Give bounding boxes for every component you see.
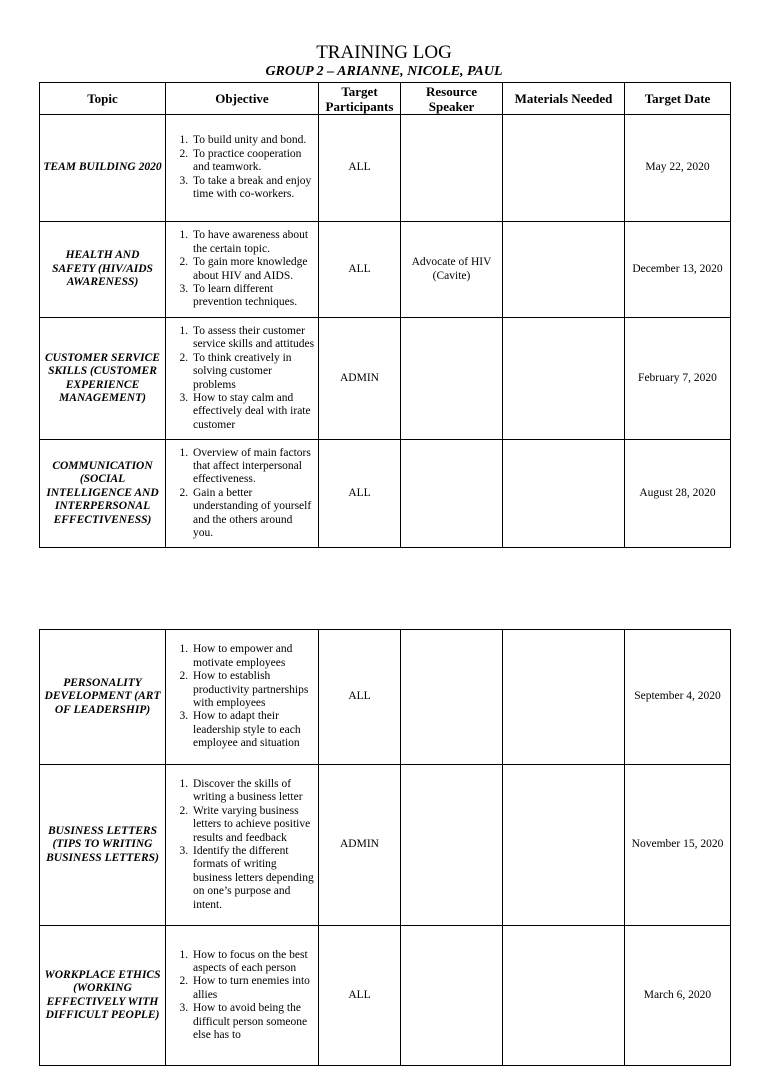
objective-item: 3. How to adapt their leadership style to each employee and situation	[191, 710, 315, 750]
header-target-participants: Target Participants	[319, 83, 401, 115]
table-row	[40, 440, 731, 548]
resource-speaker-cell	[401, 926, 503, 1066]
resource-speaker-cell: Advocate of HIV (Cavite)	[401, 222, 503, 318]
objective-item: 3. Identify the different formats of writing business letters depending on one’s purpose and intent.	[191, 845, 315, 912]
objective-item: 2. To think creatively in solving customer problems	[191, 352, 315, 392]
objective-item: 1. To build unity and bond.	[191, 134, 315, 147]
objective-list	[169, 229, 315, 309]
table-row	[40, 115, 731, 222]
objective-cell	[166, 926, 319, 1066]
topic-cell: HEALTH AND SAFETY (HIV/AIDS AWARENESS)	[40, 222, 166, 318]
objective-cell	[166, 222, 319, 318]
header-resource-speaker: Resource Speaker	[401, 83, 503, 115]
objective-item: 3. To learn different prevention techniques.	[191, 283, 315, 310]
objective-item: 2. How to turn enemies into allies	[191, 975, 315, 1002]
training-log-table-continued	[39, 629, 731, 1066]
topic-cell: BUSINESS LETTERS (TIPS TO WRITING BUSINESS LETTERS)	[40, 765, 166, 926]
objective-item: 1. To have awareness about the certain topic.	[191, 229, 315, 256]
objective-item: 1. To assess their customer service skills and attitudes	[191, 325, 315, 352]
materials-cell	[503, 926, 625, 1066]
materials-cell	[503, 318, 625, 440]
objective-cell	[166, 765, 319, 926]
resource-speaker-cell	[401, 630, 503, 765]
target-date-cell: November 15, 2020	[625, 765, 731, 926]
topic-cell: TEAM BUILDING 2020	[40, 115, 166, 222]
topic-cell: WORKPLACE ETHICS (WORKING EFFECTIVELY WITH DIFFICULT PEOPLE)	[40, 926, 166, 1066]
materials-cell	[503, 630, 625, 765]
objective-list	[169, 949, 315, 1043]
objective-item: 2. Gain a better understanding of yourself and the others around you.	[191, 487, 315, 541]
participants-cell: ADMIN	[319, 318, 401, 440]
table-row	[40, 765, 731, 926]
resource-speaker-cell	[401, 318, 503, 440]
target-date-cell: September 4, 2020	[625, 630, 731, 765]
table-row	[40, 630, 731, 765]
participants-cell: ALL	[319, 115, 401, 222]
objective-item: 2. To practice cooperation and teamwork.	[191, 148, 315, 175]
header-row	[40, 83, 731, 115]
objective-item: 1. Overview of main factors that affect interpersonal effectiveness.	[191, 447, 315, 487]
topic-cell: PERSONALITY DEVELOPMENT (ART OF LEADERSHIP)	[40, 630, 166, 765]
objective-item: 1. How to empower and motivate employees	[191, 643, 315, 670]
resource-speaker-cell	[401, 440, 503, 548]
participants-cell: ADMIN	[319, 765, 401, 926]
target-date-cell: February 7, 2020	[625, 318, 731, 440]
objective-list	[169, 325, 315, 432]
header-objective: Objective	[166, 83, 319, 115]
objective-item: 2. To gain more knowledge about HIV and AIDS.	[191, 256, 315, 283]
materials-cell	[503, 765, 625, 926]
objective-item: 2. Write varying business letters to achieve positive results and feedback	[191, 805, 315, 845]
objective-item: 3. To take a break and enjoy time with co-workers.	[191, 175, 315, 202]
objective-list	[169, 643, 315, 750]
topic-cell: COMMUNICATION (SOCIAL INTELLIGENCE AND INTERPERSONAL EFFECTIVENESS)	[40, 440, 166, 548]
objective-list	[169, 778, 315, 912]
objective-cell	[166, 115, 319, 222]
objective-list	[169, 134, 315, 201]
table-row	[40, 926, 731, 1066]
participants-cell: ALL	[319, 222, 401, 318]
objective-cell	[166, 318, 319, 440]
document-subtitle: GROUP 2 – ARIANNE, NICOLE, PAUL	[265, 64, 503, 79]
topic-cell: CUSTOMER SERVICE SKILLS (CUSTOMER EXPERIENCE MANAGEMENT)	[40, 318, 166, 440]
participants-cell: ALL	[319, 630, 401, 765]
objective-list	[169, 447, 315, 541]
objective-item: 3. How to avoid being the difficult person someone else has to	[191, 1002, 315, 1042]
table-row	[40, 318, 731, 440]
resource-speaker-cell	[401, 765, 503, 926]
materials-cell	[503, 440, 625, 548]
participants-cell: ALL	[319, 440, 401, 548]
header-target-date: Target Date	[625, 83, 731, 115]
objective-cell	[166, 440, 319, 548]
objective-item: 1. How to focus on the best aspects of each person	[191, 949, 315, 976]
materials-cell	[503, 222, 625, 318]
training-log-table	[39, 82, 731, 548]
objective-item: 3. How to stay calm and effectively deal with irate customer	[191, 392, 315, 432]
materials-cell	[503, 115, 625, 222]
target-date-cell: August 28, 2020	[625, 440, 731, 548]
participants-cell: ALL	[319, 926, 401, 1066]
objective-item: 1. Discover the skills of writing a business letter	[191, 778, 315, 805]
objective-cell	[166, 630, 319, 765]
resource-speaker-cell	[401, 115, 503, 222]
target-date-cell: March 6, 2020	[625, 926, 731, 1066]
objective-item: 2. How to establish productivity partnerships with employees	[191, 670, 315, 710]
table-row	[40, 222, 731, 318]
target-date-cell: December 13, 2020	[625, 222, 731, 318]
header-topic: Topic	[40, 83, 166, 115]
document-title: TRAINING LOG	[316, 42, 452, 63]
header-materials-needed: Materials Needed	[503, 83, 625, 115]
target-date-cell: May 22, 2020	[625, 115, 731, 222]
